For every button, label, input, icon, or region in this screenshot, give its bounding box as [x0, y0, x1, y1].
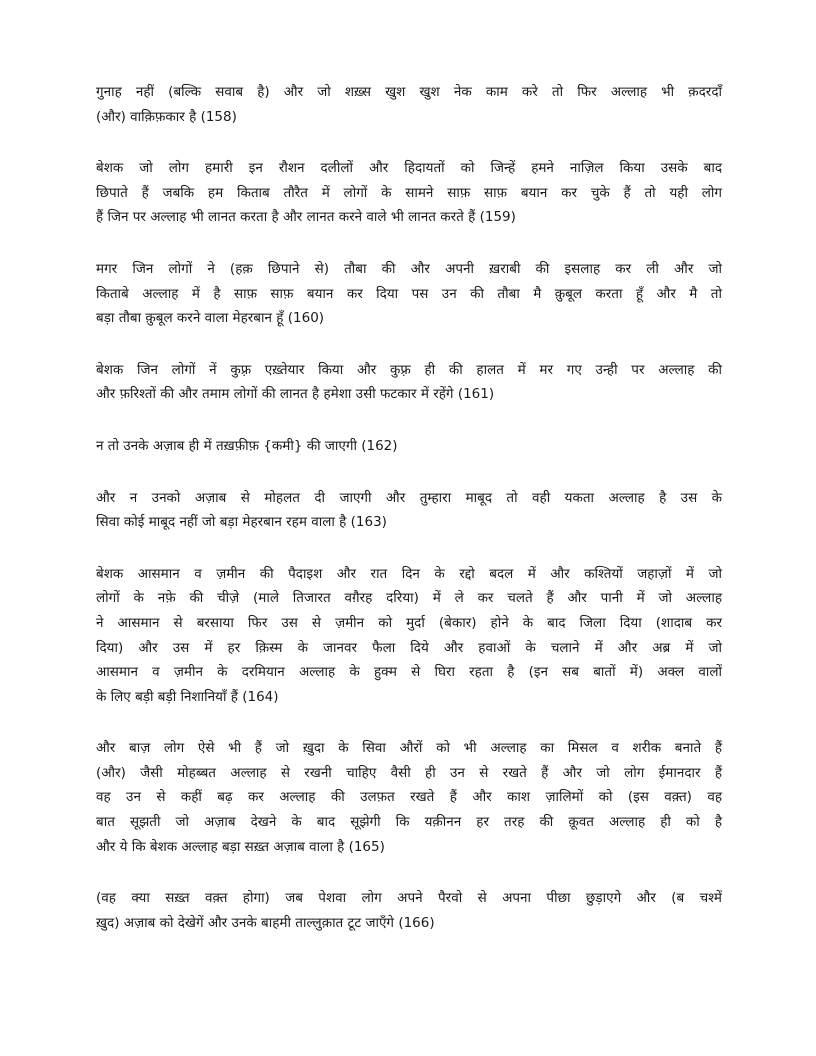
- paragraph-158: [96, 80, 722, 129]
- paragraph-line: बात सूझती जो अज़ाब देखने के बाद सूझेगी कि यक़ीनन हर तरह की क़ूवत अल्लाह ही को है: [96, 814, 722, 831]
- paragraph-line: हैं जिन पर अल्लाह भी लानत करता है और लानत करने वाले भी लानत करते हैं (159): [96, 209, 516, 226]
- paragraph-line: सिवा कोई माबूद नहीं जो बड़ा मेहरबान रहम वाला है (163): [96, 514, 387, 531]
- paragraph-line: ख़ुद) अज़ाब को देखेगें और उनके बाहमी ताल्लुक़ात टूट जाएँगे (166): [96, 914, 435, 931]
- paragraph-161: [96, 358, 722, 407]
- paragraph-line: बेशक आसमान व ज़मीन की पैदाइश और रात दिन के रद्दो बदल में और कश्तियों जहाज़ों में जो: [96, 565, 722, 582]
- paragraph-line: और फ़रिश्तों की और तमाम लोगों की लानत है हमेशा उसी फटकार में रहेंगे (161): [96, 386, 495, 403]
- paragraph-line: आसमान व ज़मीन के दरमियान अल्लाह के हुक्म से घिरा रहता है (इन सब बातों में) अक्ल वालों: [96, 664, 722, 681]
- paragraph-line: लोगों के नफ़े की चीजे़ (माले तिजारत वग़ैरह दरिया) में ले कर चलते हैं और पानी में जो अल्लाह: [96, 590, 722, 607]
- paragraph-line: बेशक जो लोग हमारी इन रौशन दलीलों और हिदायतों को जिन्हें हमने नाज़िल किया उसके बाद: [96, 160, 722, 177]
- paragraph-163: [96, 486, 722, 535]
- document-page: [96, 80, 722, 962]
- paragraph-line: दिया) और उस में हर क़िस्म के जानवर फैला दिये और हवाओं के चलाने में और अब्र में जो: [96, 639, 722, 656]
- paragraph-line: (और) जैसी मोहब्बत अल्लाह से रखनी चाहिए वैसी ही उन से रखते हैं और जो लोग ईमानदार हैं: [96, 764, 722, 781]
- paragraph-line: (और) वाक़िफ़कार है (158): [96, 108, 237, 125]
- paragraph-162: [96, 434, 722, 459]
- paragraph-line: किताबे अल्लाह में है साफ़ साफ़ बयान कर दिया पस उन की तौबा मै क़ुबूल करता हूँ और मै तो: [96, 285, 722, 302]
- paragraph-line: मगर जिन लोगों ने (हक़ छिपाने से) तौबा की और अपनी ख़राबी की इसलाह कर ली और जो: [96, 260, 722, 277]
- paragraph-line: बेशक जिन लोगों नें कुफ़्र एख़्तेयार किया और कुफ़्र ही की हालत में मर गए उन्ही पर अल्लाह की: [96, 361, 722, 378]
- paragraph-160: [96, 257, 722, 331]
- paragraph-165: [96, 736, 722, 859]
- paragraph-164: [96, 562, 722, 710]
- paragraph-line: और न उनको अज़ाब से मोहलत दी जाएगी और तुम्हारा माबूद तो वही यकता अल्लाह है उस के: [96, 489, 722, 506]
- paragraph-line: ने आसमान से बरसाया फिर उस से ज़मीन को मुर्दा (बेकार) होने के बाद जिला दिया (शादाब कर: [96, 614, 722, 631]
- paragraph-line: और बाज़ लोग ऐसे भी हैं जो ख़ुदा के सिवा औरों को भी अल्लाह का मिसल व शरीक बनाते हैं: [96, 740, 722, 757]
- paragraph-line: गुनाह नहीं (बल्कि सवाब है) और जो शख़्स खुश खुश नेक काम करे तो फिर अल्लाह भी क़दरदाँ: [96, 84, 722, 100]
- paragraph-line: छिपाते हैं जबकि हम किताब तौरैत में लोगों के सामने साफ़ साफ़ बयान कर चुके हैं तो यही लोग: [96, 184, 722, 201]
- paragraph-line: और ये कि बेशक अल्लाह बड़ा सख़्त अज़ाब वाला है (165): [96, 838, 385, 855]
- paragraph-166: [96, 886, 722, 935]
- paragraph-159: [96, 156, 722, 230]
- paragraph-line: के लिए बड़ी बड़ी निशानियाँ हैं (164): [96, 688, 279, 705]
- paragraph-line: (वह क्या सख़्त वक़्त होगा) जब पेशवा लोग अपने पैरवो से अपना पीछा छुड़ाएगे और (ब चश्में: [96, 890, 722, 907]
- paragraph-line: न तो उनके अज़ाब ही में तख़फ़ीफ़ {कमी} की जाएगी (162): [96, 437, 398, 454]
- paragraph-line: बड़ा तौबा क़ुबूल करने वाला मेहरबान हूँ (160): [96, 310, 325, 327]
- paragraph-line: वह उन से कहीं बढ़ कर अल्लाह की उलफ़त रखते हैं और काश ज़ालिमों को (इस वक़्त) वह: [96, 789, 722, 806]
